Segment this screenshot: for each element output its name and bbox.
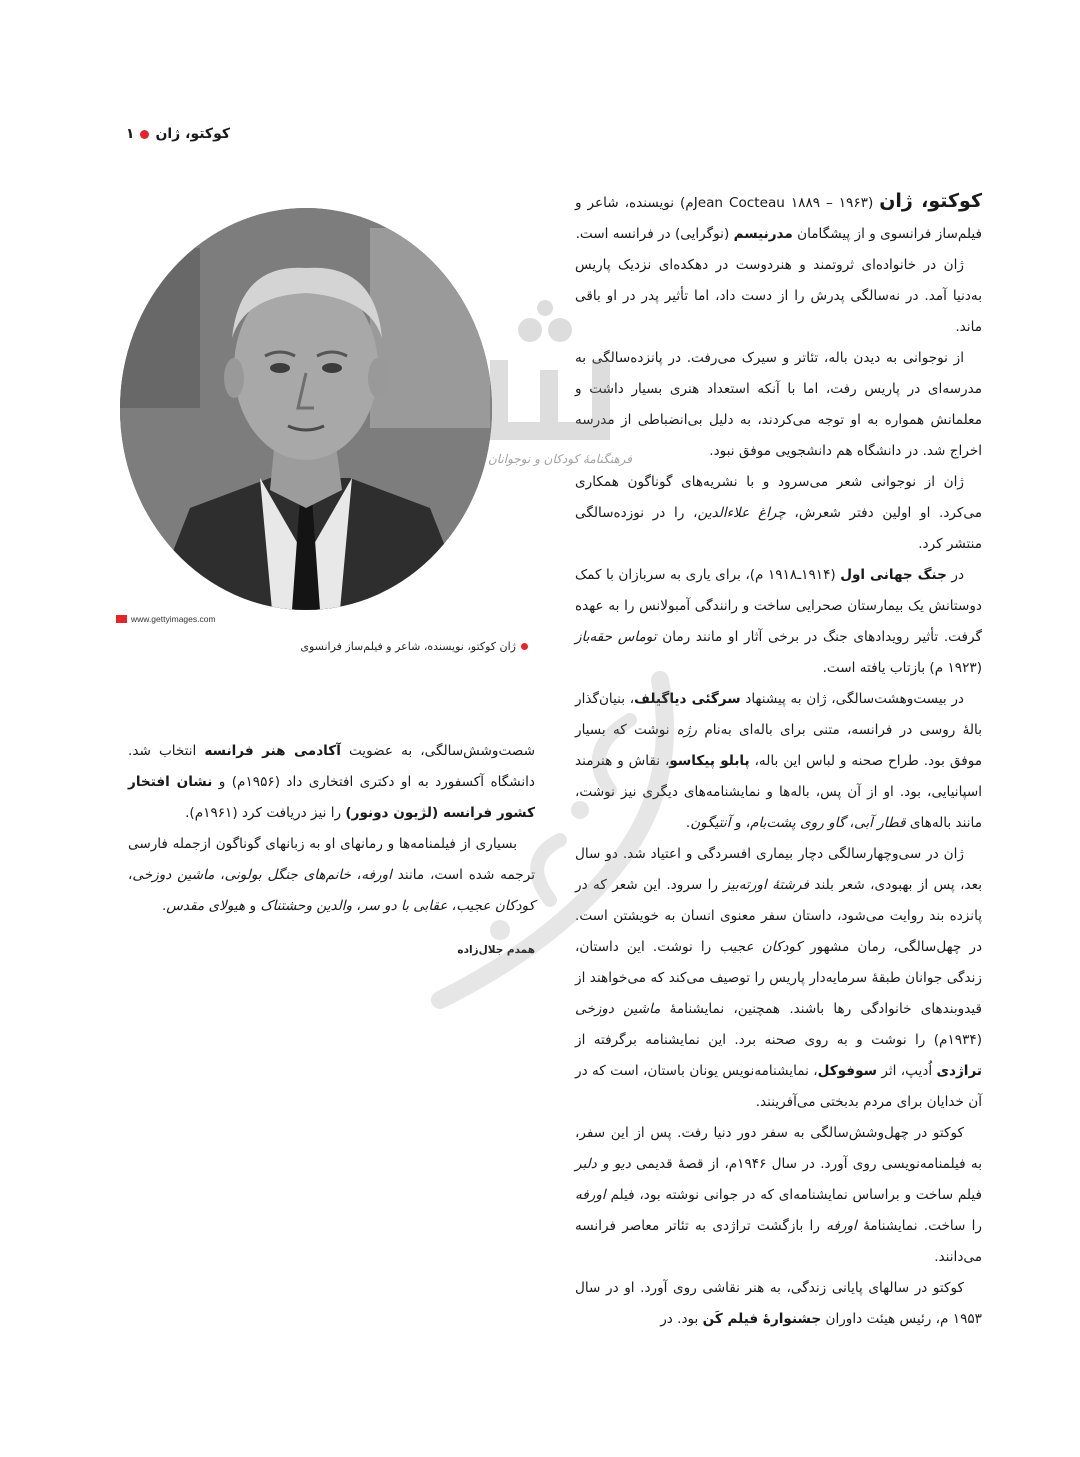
header-dot-icon — [140, 130, 149, 139]
paragraph-school: از نوجوانی به دیدن باله، تئاتر و سیرک می‌رفت. در پانزده‌سالگی به مدرسه‌ای در پاریس رفت، اما با آنکه استعداد هنری بسیار داشت و معلمانش همواره به او توجه می‌کردند، به دلیل بی‌انضباطی از مدرسه اخراج شد. در دانشگاه هم دانشجویی موفق نبود. — [575, 350, 982, 459]
paragraph-war: در جنگ جهانی اول (۱۹۱۴ـ۱۹۱۸ م)، برای یاری به سربازان با کمک دوستانش یک بیمارستان صحرایی ساخت و رانندگی آمبولانس را به عهده گرفت. تأثیر رویدادهای جنگ در برخی آثار او مانند رمان توماس حقه‌باز (۱۹۲۳ م) بازتاب یافته است. — [575, 567, 982, 676]
paragraph-translations: بسیاری از فیلمنامه‌ها و رمانهای او به زبانهای گوناگون ازجمله فارسی ترجمه شده است، مانند اورفه، خانم‌های جنگل بولونی، ماشین دوزخی، کودکان عجیب، عقابی با دو سر، والدین وحشتناک و هیولای مقدس. — [128, 836, 535, 914]
paragraph-works: ژان در سی‌وچهارسالگی دچار بیماری افسردگی و اعتیاد شد. دو سال بعد، پس از بهبودی، شعر بلند فرشتهٔ اورته‌بیز را سرود. این شعر که در پانزده بند روایت می‌شود، داستان سفر معنوی انسان به خویشتن است. در چهل‌سالگی، رمان مشهور کودکان عجیب را نوشت. این داستان، زندگی جوانان طبقهٔ سرمایه‌دار پاریس را توصیف می‌کند که می‌خواهند از قیدوبندهای خانوادگی رها باشند. همچنین، نمایشنامهٔ ماشین دوزخی (۱۹۳۴م) را نوشت و به روی صحنه برد. این نمایشنامه برگرفته از تراژدی اُدیپ، اثر سوفوکل، نمایشنامه‌نویس یونان باستان، است که در آن خدایان برای مردم بدبختی می‌آفرینند. — [575, 846, 983, 1110]
paragraph-ballet: در بیست‌وهشت‌سالگی، ژان به پیشنهاد سرگئی دیاگیلف، بنیان‌گذار بالهٔ روسی در فرانسه، متنی برای باله‌ای به‌نام رژه نوشت که بسیار موفق بود. طراح صحنه و لباس این باله، پابلو پیکاسو، نقاش و هنرمند اسپانیایی، بود. او از آن پس، باله‌ها و نمایشنامه‌های دیگری نیز نوشت، مانند باله‌های قطار آبی، گاو روی پشت‌بام، و آنتیگون. — [575, 691, 983, 831]
running-header — [120, 126, 230, 142]
caption-dot-icon — [521, 643, 528, 650]
portrait-illustration — [120, 208, 492, 610]
headword: کوکتو، ژان — [879, 190, 983, 212]
continuation-column — [128, 736, 535, 922]
watermark-text: فرهنگنامهٔ کودکان و نوجوانان — [487, 452, 632, 466]
paragraph-honors: شصت‌وشش‌سالگی، به عضویت آکادمی هنر فرانسه انتخاب شد. دانشگاه آکسفورد به او دکتری افتخاری داد (۱۹۵۶م) و نشان افتخار کشور فرانسه (لژیون دونور) را نیز دریافت کرد (۱۹۶۱م). — [128, 743, 535, 821]
paragraph-childhood: ژان در خانواده‌ای ثروتمند و هنردوست در دهکده‌ای نزدیک پاریس به‌دنیا آمد. در نه‌سالگی پدرش را از دست داد، اما تأثیر پدر در او باقی ماند. — [575, 257, 982, 335]
getty-logo-icon — [116, 615, 127, 623]
paragraph-painting: کوکتو در سالهای پایانی زندگی، به هنر نقاشی روی آورد. او در سال ۱۹۵۳ م، رئیس هیئت داوران جشنوارهٔ فیلم کَن بود. در — [575, 1280, 982, 1327]
main-article-column — [575, 186, 982, 1335]
paragraph-films: کوکتو در چهل‌وشش‌سالگی به سفر دور دنیا رفت. پس از این سفر، به فیلمنامه‌نویسی روی آورد. در سال ۱۹۴۶م، از قصهٔ قدیمی دیو و دلبر فیلم ساخت و براساس نمایشنامه‌ای که در جوانی نوشته بود، فیلم اورفه را ساخت. نمایشنامهٔ اورفه را بازگشت تراژدی به تئاتر معاصر فرانسه می‌دانند. — [575, 1125, 982, 1265]
photo-caption: ژان کوکتو، نویسنده، شاعر و فیلم‌ساز فرانسوی — [200, 640, 528, 653]
portrait-photo — [120, 208, 492, 610]
page-number: ۱ — [125, 126, 135, 142]
paragraph-poetry: ژان از نوجوانی شعر می‌سرود و با نشریه‌های گوناگون همکاری می‌کرد. او اولین دفتر شعرش، چراغ علاءالدین، را در نوزده‌سالگی منتشر کرد. — [575, 474, 982, 552]
photo-credit: www.gettyimages.com — [116, 614, 216, 624]
paragraph-intro: کوکتو، ژان (Jean Cocteau ۱۸۸۹ – ۱۹۶۳م) نویسنده، شاعر و فیلم‌ساز فرانسوی و از پیشگامان مدرنیسم (نوگرایی) در فرانسه است. — [575, 190, 983, 242]
author-credit: همدم جلال‌زاده — [457, 944, 535, 956]
header-title: کوکتو، ژان — [155, 126, 230, 142]
